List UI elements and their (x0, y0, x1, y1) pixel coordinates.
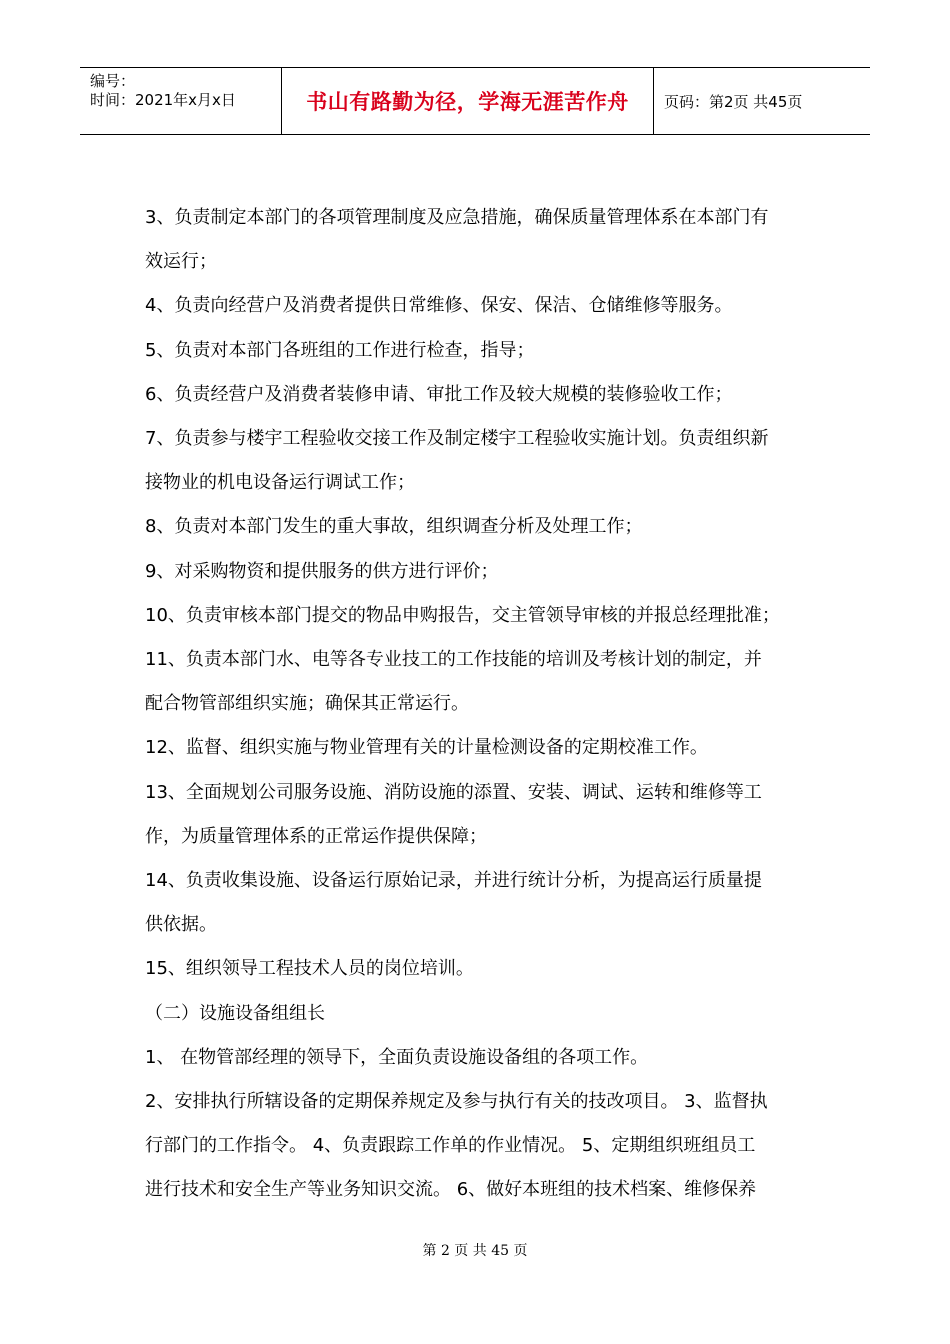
body-line: 1、 在物管部经理的领导下，全面负责设施设备组的各项工作。 (145, 1046, 649, 1068)
body-line: 进行技术和安全生产等业务知识交流。 6、做好本班组的技术档案、维修保养 (145, 1179, 757, 1201)
body-line: 12、监督、组织实施与物业管理有关的计量检测设备的定期校准工作。 (145, 737, 708, 759)
body-line: 11、负责本部门水、电等各专业技工的工作技能的培训及考核计划的制定，并 (145, 649, 762, 671)
body-line: 效运行； (145, 251, 217, 273)
body-line: 5、负责对本部门各班组的工作进行检查，指导； (145, 339, 535, 361)
body-line: 8、负责对本部门发生的重大事故，组织调查分析及处理工作； (145, 516, 643, 538)
header-motto: 书山有路勤为径，学海无涯苦作舟 (306, 90, 629, 114)
body-line: 10、负责审核本部门提交的物品申购报告，交主管领导审核的并报总经理批准； (145, 604, 780, 626)
document-body (145, 196, 815, 1213)
body-line: 配合物管部组织实施；确保其正常运行。 (145, 693, 469, 715)
body-line: 7、负责参与楼宇工程验收交接工作及制定楼宇工程验收实施计划。负责组织新 (145, 428, 769, 450)
header-page-info: 页码：第2页 共45页 (664, 92, 803, 111)
body-line: 6、负责经营户及消费者装修申请、审批工作及较大规模的装修验收工作； (145, 383, 733, 405)
section-heading: （二）设施设备组组长 (145, 1002, 325, 1024)
body-line: 2、安排执行所辖设备的定期保养规定及参与执行有关的技改项目。 3、监督执 (145, 1091, 768, 1113)
header-meta-cell (80, 68, 282, 134)
body-line: 供依据。 (145, 914, 217, 936)
body-line: 14、负责收集设施、设备运行原始记录，并进行统计分析，为提高运行质量提 (145, 870, 762, 892)
body-line: 行部门的工作指令。 4、负责跟踪工作单的作业情况。 5、定期组织班组员工 (145, 1135, 756, 1157)
header-page-cell (664, 68, 870, 134)
body-line: 13、全面规划公司服务设施、消防设施的添置、安装、调试、运转和维修等工 (145, 781, 762, 803)
body-line: 作，为质量管理体系的正常运作提供保障； (145, 825, 487, 847)
body-line: 3、负责制定本部门的各项管理制度及应急措施，确保质量管理体系在本部门有 (145, 207, 769, 228)
document-number-label: 编号： (90, 72, 136, 90)
body-line: 4、负责向经营户及消费者提供日常维修、保安、保洁、仓储维修等服务。 (145, 295, 733, 317)
body-line: 接物业的机电设备运行调试工作； (145, 472, 415, 494)
document-header (80, 67, 870, 135)
body-line: 15、组织领导工程技术人员的岗位培训。 (145, 958, 474, 980)
body-line: 9、对采购物资和提供服务的供方进行评价； (145, 560, 499, 582)
page-footer: 第 2 页 共 45 页 (422, 1243, 528, 1259)
header-motto-cell (282, 68, 654, 134)
document-time-label: 时间：2021年x月x日 (90, 91, 236, 109)
